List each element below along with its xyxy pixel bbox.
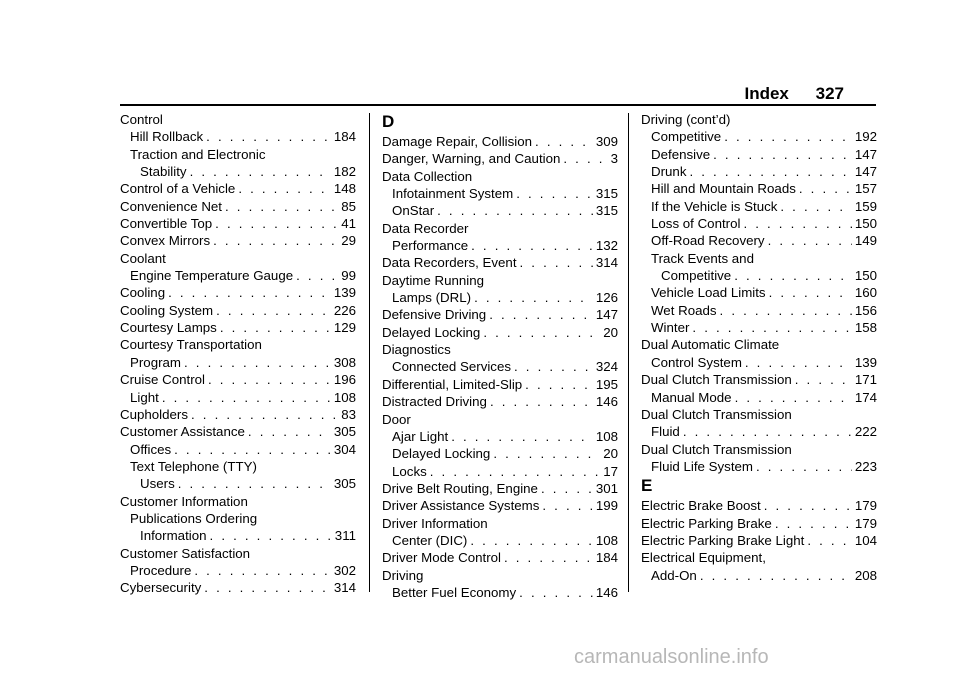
- index-entry: [120, 180, 356, 197]
- index-entry-term: Driver Assistance Systems: [382, 498, 540, 514]
- index-entry-term: Driver Mode Control: [382, 550, 501, 566]
- dot-leader: [745, 354, 852, 371]
- index-entry: [641, 215, 877, 232]
- index-entry-term: Convex Mirrors: [120, 233, 211, 249]
- dot-leader: [743, 215, 851, 232]
- index-entry: [382, 220, 618, 237]
- index-entry-term: Performance: [392, 238, 469, 254]
- index-entry: [382, 480, 618, 497]
- index-entry-page: 179: [854, 498, 877, 514]
- dot-leader: [168, 284, 331, 301]
- index-entry-page: 226: [333, 302, 356, 318]
- dot-leader: [780, 198, 851, 215]
- index-entry-term: Text Telephone (TTY): [130, 458, 257, 474]
- index-entry-term: Daytime Running: [382, 272, 484, 288]
- index-entry-page: 132: [595, 238, 618, 254]
- index-entry: [382, 185, 618, 202]
- dot-leader: [162, 389, 331, 406]
- section-title: Index: [744, 84, 789, 103]
- index-entry: [120, 319, 356, 336]
- index-section-letter: D: [382, 112, 395, 131]
- dot-leader: [734, 267, 852, 284]
- dot-leader: [807, 532, 851, 549]
- index-entry-term: Hill and Mountain Roads: [651, 181, 796, 197]
- dot-leader: [799, 180, 852, 197]
- index-entry-term: Data Collection: [382, 168, 473, 184]
- index-entry: [120, 493, 356, 510]
- dot-leader: [504, 549, 593, 566]
- index-entry-term: Traction and Electronic: [130, 146, 266, 162]
- dot-leader: [490, 393, 593, 410]
- page-number: 327: [815, 84, 844, 103]
- index-entry: [120, 146, 356, 163]
- dot-leader: [194, 562, 330, 579]
- index-entry-term: Wet Roads: [651, 302, 717, 318]
- index-entry-term: Dual Clutch Transmission: [641, 406, 792, 422]
- index-entry: [120, 441, 356, 458]
- header-rule: [120, 104, 876, 106]
- dot-leader: [735, 389, 852, 406]
- index-entry-page: 160: [854, 285, 877, 301]
- index-entry-page: 17: [603, 463, 618, 479]
- index-entry-term: Courtesy Lamps: [120, 320, 217, 336]
- index-entry-page: 150: [854, 268, 877, 284]
- index-entry-page: 159: [854, 198, 877, 214]
- index-entry-term: Delayed Locking: [392, 446, 491, 462]
- index-entry: [382, 306, 618, 323]
- dot-leader: [489, 306, 593, 323]
- dot-leader: [692, 319, 851, 336]
- index-entry: [120, 336, 356, 353]
- index-entry-term: Fluid: [651, 424, 680, 440]
- dot-leader: [756, 458, 852, 475]
- index-entry: [120, 302, 356, 319]
- index-entry-page: 108: [333, 389, 356, 405]
- dot-leader: [206, 128, 331, 145]
- index-entry: [382, 202, 618, 219]
- index-entry: [120, 475, 356, 492]
- dot-leader: [795, 371, 852, 388]
- index-entry: [641, 267, 877, 284]
- dot-leader: [474, 289, 593, 306]
- index-entry: [382, 133, 618, 150]
- index-entry: [382, 341, 618, 358]
- index-entry-term: Defensive Driving: [382, 307, 487, 323]
- index-entry: [641, 180, 877, 197]
- index-entry: [120, 215, 356, 232]
- index-entry-term: Stability: [140, 164, 187, 180]
- index-entry-page: 184: [333, 129, 356, 145]
- dot-leader: [215, 215, 338, 232]
- index-entry-term: Danger, Warning, and Caution: [382, 151, 561, 167]
- index-entry-page: 147: [854, 146, 877, 162]
- dot-leader: [514, 358, 593, 375]
- index-entry: [382, 393, 618, 410]
- index-entry-term: Control: [120, 112, 163, 127]
- index-entry-term: Coolant: [120, 250, 166, 266]
- index-entry-term: Door: [382, 411, 411, 427]
- index-entry-term: Distracted Driving: [382, 394, 487, 410]
- index-entry: [120, 128, 356, 145]
- index-entry: [120, 545, 356, 562]
- index-entry-page: 126: [595, 290, 618, 306]
- dot-leader: [191, 406, 338, 423]
- index-entry: [382, 584, 618, 601]
- index-entry: [641, 319, 877, 336]
- index-entry: [382, 515, 618, 532]
- index-entry: [120, 423, 356, 440]
- dot-leader: [213, 232, 338, 249]
- index-entry-page: 99: [341, 268, 356, 284]
- index-section-letter: E: [641, 476, 653, 496]
- dot-leader: [178, 475, 331, 492]
- index-entry-page: 174: [854, 389, 877, 405]
- index-entry-term: Driving: [382, 567, 424, 583]
- dot-leader: [689, 163, 851, 180]
- index-entry-page: 309: [595, 134, 618, 149]
- index-entry: [382, 445, 618, 462]
- index-entry-page: 149: [854, 233, 877, 249]
- index-entry-term: Off-Road Recovery: [651, 233, 765, 249]
- index-entry-term: Control of a Vehicle: [120, 181, 236, 197]
- index-entry-page: 83: [341, 406, 356, 422]
- index-entry: [641, 128, 877, 145]
- index-entry-term: Engine Temperature Gauge: [130, 268, 294, 284]
- dot-leader: [483, 324, 600, 341]
- dot-leader: [720, 302, 852, 319]
- index-entry: [382, 324, 618, 341]
- index-entry-term: Convenience Net: [120, 198, 223, 214]
- index-entry: [641, 423, 877, 440]
- index-entry-term: Customer Satisfaction: [120, 545, 251, 561]
- dot-leader: [519, 584, 593, 601]
- index-entry-page: 315: [595, 186, 618, 202]
- index-entry-term: Track Events and: [651, 250, 754, 266]
- index-entry-term: Electrical Equipment,: [641, 550, 766, 566]
- index-entry: [382, 428, 618, 445]
- index-entry-page: 192: [854, 129, 877, 145]
- index-entry-term: Infotainment System: [392, 186, 514, 202]
- index-entry-page: 184: [595, 550, 618, 566]
- dot-leader: [430, 463, 600, 480]
- dot-leader: [768, 232, 852, 249]
- index-entry-page: 148: [333, 181, 356, 197]
- index-entry-page: 104: [854, 532, 877, 548]
- index-entry-term: Procedure: [130, 562, 192, 578]
- index-entry-term: Information: [140, 528, 207, 544]
- dot-leader: [563, 150, 607, 167]
- index-entry-term: Electric Brake Boost: [641, 498, 761, 514]
- index-entry: [382, 237, 618, 254]
- index-entry: [120, 232, 356, 249]
- index-entry-page: 314: [595, 255, 618, 271]
- index-entry: [120, 284, 356, 301]
- index-entry-page: 223: [854, 458, 877, 474]
- index-entry-page: 158: [854, 320, 877, 336]
- index-entry-page: 304: [333, 441, 356, 457]
- index-entry-page: 139: [854, 354, 877, 370]
- index-entry-page: 208: [854, 567, 877, 583]
- index-entry: [120, 267, 356, 284]
- index-entry-page: 147: [595, 307, 618, 323]
- index-entry-term: Dual Clutch Transmission: [641, 372, 792, 388]
- index-entry: [641, 458, 877, 475]
- index-entry-term: Cruise Control: [120, 372, 205, 388]
- index-entry: [120, 111, 356, 128]
- index-entry-term: Loss of Control: [651, 216, 741, 232]
- index-entry: [641, 146, 877, 163]
- index-entry-page: 108: [595, 532, 618, 548]
- index-entry-term: If the Vehicle is Stuck: [651, 198, 778, 214]
- index-entry-term: Differential, Limited-Slip: [382, 376, 523, 392]
- index-entry-term: Publications Ordering: [130, 510, 258, 526]
- dot-leader: [470, 532, 592, 549]
- index-entry-term: Add-On: [651, 567, 697, 583]
- index-entry-term: Courtesy Transportation: [120, 337, 262, 353]
- index-entry-term: Center (DIC): [392, 532, 468, 548]
- index-entry-term: Damage Repair, Collision: [382, 134, 533, 149]
- column-divider: [628, 113, 629, 592]
- index-entry: [120, 354, 356, 371]
- index-entry-term: Data Recorders, Event: [382, 255, 517, 271]
- index-entry-page: 315: [595, 203, 618, 219]
- index-entry-term: Electric Parking Brake Light: [641, 532, 805, 548]
- index-entry-page: 157: [854, 181, 877, 197]
- index-entry-page: 29: [341, 233, 356, 249]
- index-entry-term: Cooling: [120, 285, 166, 301]
- index-entry: [641, 250, 877, 267]
- index-entry-term: Cooling System: [120, 302, 214, 318]
- index-entry-term: Manual Mode: [651, 389, 732, 405]
- dot-leader: [769, 284, 852, 301]
- index-entry-page: 156: [854, 302, 877, 318]
- watermark: carmanualsonline.info: [574, 646, 769, 668]
- index-entry-term: Electric Parking Brake: [641, 515, 772, 531]
- dot-leader: [204, 579, 331, 596]
- index-column-2: [382, 111, 618, 601]
- dot-leader: [210, 527, 332, 544]
- index-entry-term: Connected Services: [392, 359, 511, 375]
- index-entry-page: 20: [603, 446, 618, 462]
- index-entry-page: 182: [333, 164, 356, 180]
- index-entry: [382, 411, 618, 428]
- index-entry-term: Winter: [651, 320, 690, 336]
- dot-leader: [493, 445, 600, 462]
- index-entry: [120, 406, 356, 423]
- dot-leader: [208, 371, 331, 388]
- index-entry: [382, 567, 618, 584]
- index-entry-term: Drive Belt Routing, Engine: [382, 480, 538, 496]
- index-entry: [641, 163, 877, 180]
- dot-leader: [775, 515, 852, 532]
- index-entry-term: Diagnostics: [382, 342, 451, 358]
- index-entry-page: 324: [595, 359, 618, 375]
- dot-leader: [713, 146, 852, 163]
- index-entry: [641, 302, 877, 319]
- index-entry-page: 305: [333, 424, 356, 440]
- dot-leader: [764, 497, 852, 514]
- dot-leader: [535, 133, 593, 150]
- dot-leader: [542, 497, 592, 514]
- index-entry: [641, 532, 877, 549]
- index-entry-page: 302: [333, 562, 356, 578]
- index-entry-page: 41: [341, 216, 356, 232]
- dot-leader: [174, 441, 331, 458]
- index-entry-term: Defensive: [651, 146, 711, 162]
- index-entry-term: Cupholders: [120, 406, 189, 422]
- dot-leader: [525, 376, 593, 393]
- index-entry: [120, 371, 356, 388]
- index-entry: [641, 441, 877, 458]
- dot-leader: [248, 423, 331, 440]
- index-entry-term: Offices: [130, 441, 172, 457]
- index-entry: [641, 198, 877, 215]
- index-entry-page: 139: [333, 285, 356, 301]
- index-entry-term: Locks: [392, 463, 427, 479]
- index-entry-page: 146: [595, 584, 618, 600]
- dot-leader: [451, 428, 593, 445]
- index-entry-page: 129: [333, 320, 356, 336]
- index-entry-term: Driving (cont’d): [641, 112, 731, 127]
- index-entry: [382, 549, 618, 566]
- dot-leader: [184, 354, 331, 371]
- dot-leader: [471, 237, 593, 254]
- index-entry: [382, 532, 618, 549]
- dot-leader: [437, 202, 593, 219]
- index-entry: [641, 406, 877, 423]
- index-entry: [120, 389, 356, 406]
- index-entry: [120, 198, 356, 215]
- dot-leader: [683, 423, 852, 440]
- index-entry-term: Data Recorder: [382, 220, 469, 236]
- index-entry: [120, 510, 356, 527]
- index-entry-page: 301: [595, 480, 618, 496]
- index-entry: [641, 549, 877, 566]
- dot-leader: [220, 319, 331, 336]
- index-entry-term: Dual Automatic Climate: [641, 337, 780, 353]
- index-entry: [641, 232, 877, 249]
- index-entry: [120, 458, 356, 475]
- index-entry-term: OnStar: [392, 203, 435, 219]
- index-entry-page: 196: [333, 372, 356, 388]
- index-entry-page: 308: [333, 354, 356, 370]
- dot-leader: [216, 302, 331, 319]
- index-entry-page: 108: [595, 428, 618, 444]
- index-entry-term: Control System: [651, 354, 742, 370]
- index-entry: [120, 579, 356, 596]
- index-entry-term: Driver Information: [382, 515, 488, 531]
- dot-leader: [520, 254, 593, 271]
- dot-leader: [541, 480, 593, 497]
- index-entry: [120, 163, 356, 180]
- index-entry-page: 222: [854, 424, 877, 440]
- index-entry: [382, 463, 618, 480]
- index-entry-term: Hill Rollback: [130, 129, 204, 145]
- index-entry-page: 171: [854, 372, 877, 388]
- index-entry-term: Competitive: [661, 268, 732, 284]
- index-entry-page: 179: [854, 515, 877, 531]
- index-entry-page: 311: [334, 528, 356, 544]
- index-entry: [641, 389, 877, 406]
- index-entry-term: Drunk: [651, 164, 687, 180]
- page-header: [0, 84, 876, 106]
- index-entry: [382, 272, 618, 289]
- index-entry-term: Better Fuel Economy: [392, 584, 517, 600]
- index-entry-page: 314: [333, 580, 356, 596]
- dot-leader: [225, 198, 338, 215]
- dot-leader: [516, 185, 593, 202]
- index-entry-page: 147: [854, 164, 877, 180]
- index-column-3: [641, 111, 877, 584]
- index-entry-term: Ajar Light: [392, 428, 449, 444]
- index-entry-page: 199: [595, 498, 618, 514]
- dot-leader: [190, 163, 331, 180]
- index-entry: [382, 289, 618, 306]
- index-entry: [120, 527, 356, 544]
- index-entry-page: 146: [595, 394, 618, 410]
- index-entry-term: Vehicle Load Limits: [651, 285, 766, 301]
- index-entry-page: 150: [854, 216, 877, 232]
- index-entry: [382, 150, 618, 167]
- index-entry-term: Customer Assistance: [120, 424, 245, 440]
- index-entry: [641, 336, 877, 353]
- index-entry: [641, 497, 877, 514]
- index-entry-page: 85: [341, 198, 356, 214]
- index-entry: [382, 497, 618, 514]
- index-entry: [120, 250, 356, 267]
- index-entry-term: Convertible Top: [120, 216, 213, 232]
- index-entry: [641, 354, 877, 371]
- index-entry-term: Users: [140, 476, 175, 492]
- index-entry: [120, 562, 356, 579]
- dot-leader: [238, 180, 331, 197]
- dot-leader: [700, 567, 852, 584]
- index-entry: [382, 254, 618, 271]
- index-entry-page: 3: [610, 151, 618, 167]
- dot-leader: [296, 267, 338, 284]
- index-entry: [382, 376, 618, 393]
- index-column-1: [120, 111, 356, 597]
- index-entry: [382, 358, 618, 375]
- index-entry-page: 20: [603, 324, 618, 340]
- index-entry-term: Program: [130, 354, 181, 370]
- index-entry: [641, 371, 877, 388]
- index-entry: [382, 168, 618, 185]
- index-entry-term: Light: [130, 389, 159, 405]
- index-entry-term: Cybersecurity: [120, 580, 202, 596]
- index-entry-term: Dual Clutch Transmission: [641, 441, 792, 457]
- index-entry-page: 305: [333, 476, 356, 492]
- dot-leader: [724, 128, 852, 145]
- index-entry-term: Delayed Locking: [382, 324, 481, 340]
- index-entry: [641, 111, 877, 128]
- index-entry-term: Customer Information: [120, 493, 248, 509]
- index-entry-term: Lamps (DRL): [392, 290, 472, 306]
- index-entry-page: 195: [595, 376, 618, 392]
- index-entry: [641, 567, 877, 584]
- index-entry: [641, 284, 877, 301]
- index-entry-term: Fluid Life System: [651, 458, 753, 474]
- index-entry: [641, 515, 877, 532]
- index-entry-term: Competitive: [651, 129, 722, 145]
- column-divider: [369, 113, 370, 592]
